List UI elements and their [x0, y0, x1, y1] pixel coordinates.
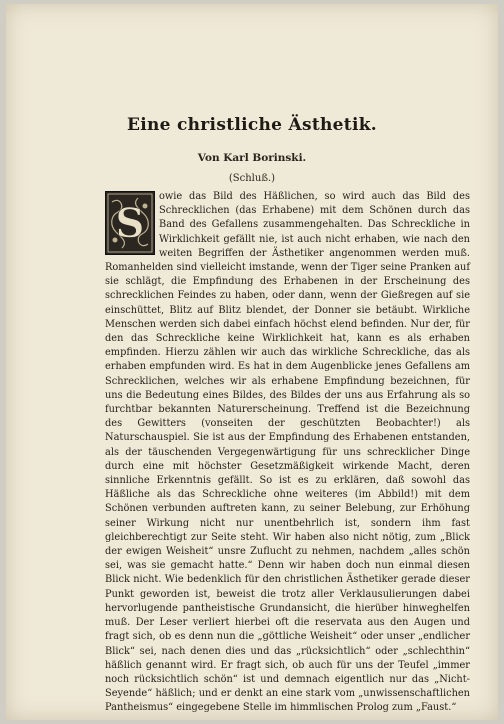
article-title: Eine christliche Ästhetik.	[126, 115, 378, 135]
article-author: Von Karl Borinski.	[197, 152, 307, 164]
svg-text:S: S	[115, 200, 145, 247]
decorated-initial	[105, 191, 155, 255]
body-text: owie das Bild des Häßlichen, so wird auch das Bild des Schrecklichen (das Erhabene) mit dem Schönen durch das Band des Gefallens zusammengehalten. Das Schreckliche in Wirklichkeit gefällt nie, ist auch nicht erhaben, wie nach den weiten Begriffen der Ästhetiker angenommen werden muß. Romanhelden sind vielleicht imstande, wenn der Tiger seine Pranken auf sie schlägt, die Empfindung des Erhabenen in der Erscheinung des schrecklichen Feindes zu haben, oder dann, wenn der Gießregen auf sie einschüttet, Blitz auf Blitz blendet, der Donner sie betäubt. Wirkliche Menschen werden sich dabei einfach höchst elend befinden. Nur der, für den das Schreckliche keine Wirklichkeit hat, kann es als erhaben empfinden. Hierzu zählen wir auch das wirkliche Schreckliche, das als erhaben empfunden wird. Es hat in dem Augenblicke jenes Gefallens am Schrecklichen, welches wir als erhabene Empfindung bezeichnen, für uns die Bedeutung eines Bildes, des Bildes der uns aus Erfahrung als so furchtbar bekannten Naturerscheinung. Treffend ist die Bezeichnung des Gewitters (vonseiten der geschützten Beobachter!) als Naturschauspiel. Sie ist aus der Empfindung des Erhabenen entstanden, als der täuschenden Vergegenwärtigung für uns schrecklicher Dinge durch eine mit höchster Gesetzmäßigkeit wirkende Macht, deren sinnliche Erkenntnis gefällt. So ist es zu erklären, daß sowohl das Häßliche als das Schreckliche ohne weiteres (im Abbild!) mit dem Schönen verbunden auftreten kann, zu seiner Belebung, zur Erhöhung seiner Wirkung nicht nur unentbehrlich ist, sondern ihm fast gleichberechtigt zur Seite steht. Wir haben also nicht nötig, zum „Blick der ewigen Weisheit“ unsre Zuflucht zu nehmen, nachdem „alles schön sei, was sie gemacht hatte.“ Denn wir haben doch nun einmal diesen Blick nicht. Wie bedenklich für den christlichen Ästhetiker gerade dieser Punkt geworden ist, beweist die trotz aller Verklausulierungen dabei hervorlugende pantheistische Grundansicht, die hierüber hinweghelfen muß. Der Leser verliert hierbei oft die reservata aus den Augen und fragt sich, ob es denn nun die „göttliche Weisheit“ oder unser „endlicher Blick“ sei, nach denen dies und das „rücksichtlich“ oder „schlechthin“ häßlich genannt wird. Er fragt sich, ob auch für uns der Teufel „immer noch rücksichtlich schön“ ist und demnach eigentlich nur das „Nicht-Seyende“ häßlich; und er denkt an eine stark vom „unwissenschaftlichen Pantheismus“ eingegebene Stelle im himmlischen Prolog zum „Faust.“	[105, 191, 470, 714]
continuation-note: (Schluß.)	[228, 173, 276, 184]
article-body	[105, 190, 470, 716]
ornament-icon	[106, 192, 154, 254]
